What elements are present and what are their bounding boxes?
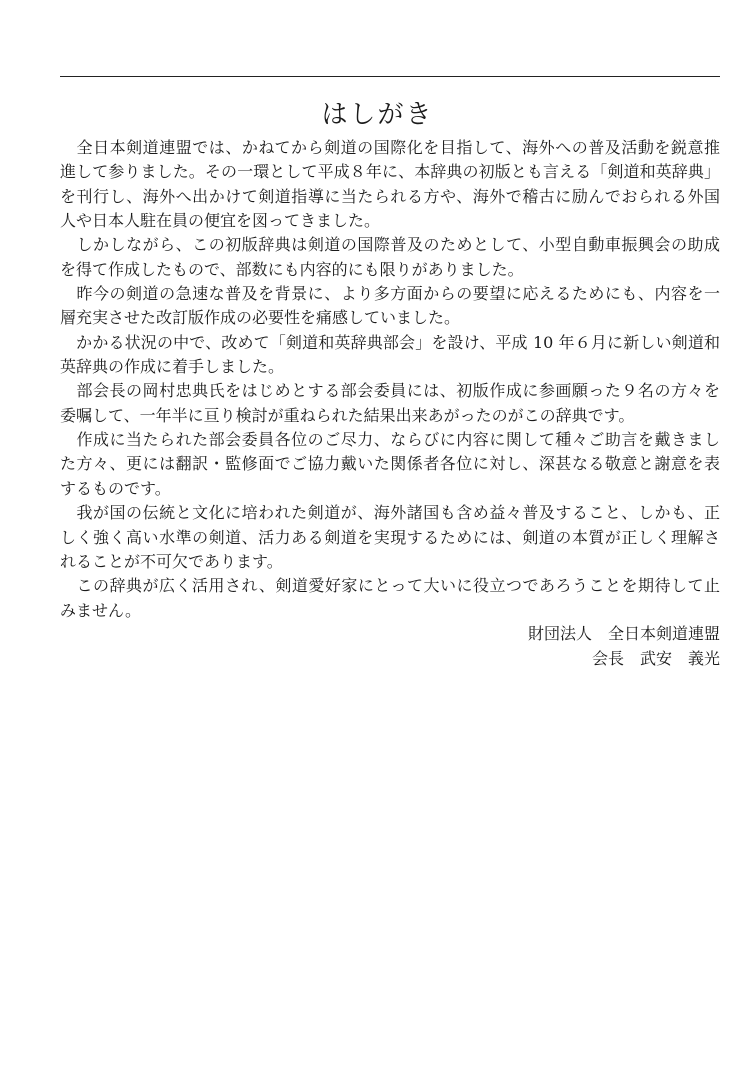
- text-line: しかしながら、この初版辞典は剣道の国際普及のためとして、小型自動車振興会の助成: [60, 235, 720, 255]
- text-line: しく強く高い水準の剣道、活力ある剣道を実現するためには、剣道の本質が正しく理解さ: [60, 527, 720, 547]
- page-title: はしがき: [321, 100, 434, 130]
- text-line: するものです。: [60, 478, 171, 498]
- text-line: た方々、更には翻訳・監修面でご協力戴いた関係者各位に対し、深甚なる敬意と謝意を表: [60, 454, 720, 474]
- header-rule: [60, 76, 720, 77]
- text-line: 人や日本人駐在員の便宜を図ってきました。: [60, 211, 381, 231]
- text-line: かかる状況の中で、改めて「剣道和英辞典部会」を設け、平成 10 年６月に新しい剣道和: [60, 332, 720, 352]
- text-line: 進して参りました。その一環として平成８年に、本辞典の初版とも言える「剣道和英辞典」: [60, 162, 720, 182]
- paragraph: [60, 136, 720, 233]
- text-line: 層充実させた改訂版作成の必要性を痛感していました。: [60, 308, 461, 328]
- text-line: 我が国の伝統と文化に培われた剣道が、海外諸国も含め益々普及すること、しかも、正: [60, 503, 720, 523]
- paragraph: [60, 331, 720, 380]
- text-line: を得て作成したもので、部数にも内容的にも限りがありました。: [60, 259, 524, 279]
- paragraph: [60, 282, 720, 331]
- text-line: れることが不可欠であります。: [60, 551, 283, 571]
- signature-person: 会長 武安 義光: [591, 649, 720, 668]
- text-line: 昨今の剣道の急速な普及を背景に、より多方面からの要望に応えるためにも、内容を一: [60, 284, 720, 304]
- preface-body: [60, 136, 720, 623]
- text-line: この辞典が広く活用され、剣道愛好家にとって大いに役立つであろうことを期待して止: [60, 576, 720, 596]
- paragraph: [60, 379, 720, 428]
- text-line: を刊行し、海外へ出かけて剣道指導に当たられる方や、海外で稽古に励んでおられる外国: [60, 186, 720, 206]
- paragraph: [60, 501, 720, 574]
- text-line: 委嘱して、一年半に亘り検討が重ねられた結果出来あがったのがこの辞典です。: [60, 405, 635, 425]
- text-line: 英辞典の作成に着手しました。: [60, 357, 285, 377]
- text-line: 全日本剣道連盟では、かねてから剣道の国際化を目指して、海外への普及活動を鋭意推: [60, 138, 720, 157]
- text-line: みません。: [60, 600, 141, 620]
- text-line: 作成に当たられた部会委員各位のご尽力、ならびに内容に関して種々ご助言を戴きまし: [60, 430, 720, 450]
- paragraph: [60, 428, 720, 501]
- signature-organization: 財団法人 全日本剣道連盟: [527, 624, 720, 643]
- paragraph: [60, 233, 720, 282]
- paragraph: [60, 574, 720, 623]
- text-line: 部会長の岡村忠典氏をはじめとする部会委員には、初版作成に参画願った９名の方々を: [60, 381, 720, 401]
